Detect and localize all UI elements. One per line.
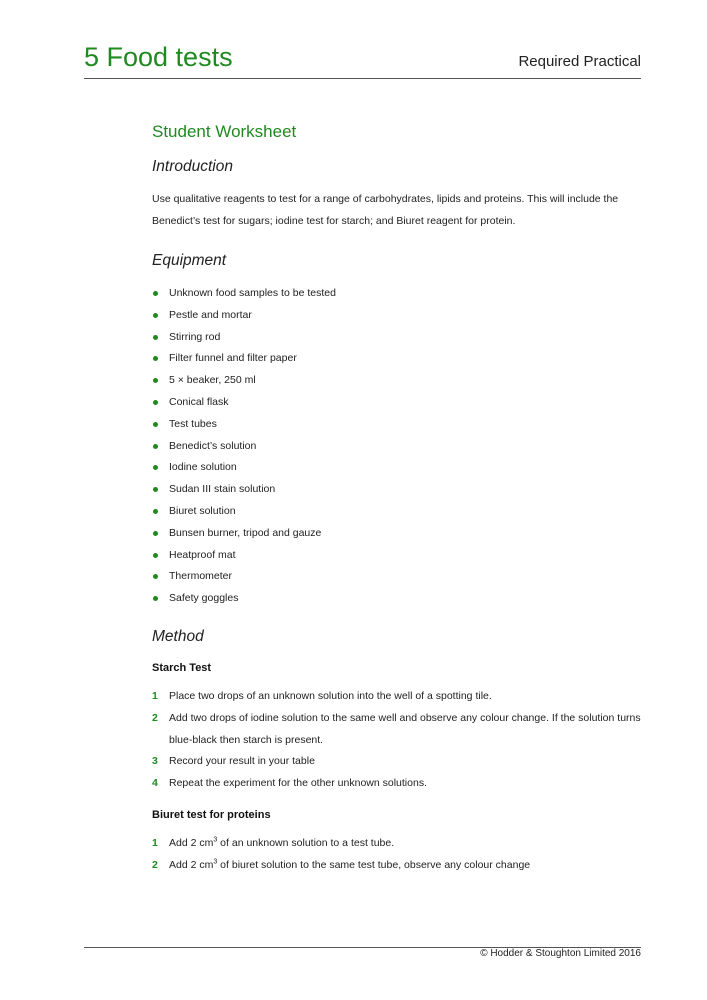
step-number: 4 (152, 777, 158, 790)
starch-test-steps (152, 686, 642, 795)
bullet-icon (153, 335, 158, 340)
document-title: 5 Food tests (84, 42, 233, 72)
step-number: 3 (152, 755, 158, 768)
step-text: Add two drops of iodine solution to the same well and observe any colour change. If the solution turns blue-black then starch is present. (169, 711, 641, 746)
method-step (152, 773, 642, 795)
step-number: 1 (152, 836, 158, 849)
bullet-icon (153, 356, 158, 361)
equipment-item (152, 392, 642, 414)
practical-label: Required Practical (518, 53, 641, 70)
step-text-start: Add 2 cm (169, 836, 214, 849)
equipment-item-label: Sudan III stain solution (169, 483, 276, 496)
introduction-text: Use qualitative reagents to test for a range of carbohydrates, lipids and proteins. This will include the Benedict’s test for sugars; iodine test for starch; and Biuret reagent for protein. (152, 193, 619, 227)
equipment-item-label: Bunsen burner, tripod and gauze (169, 526, 322, 539)
equipment-item (152, 479, 642, 501)
method-step (152, 686, 642, 708)
equipment-item-label: Conical flask (169, 395, 229, 408)
bullet-icon (153, 574, 158, 579)
bullet-icon (153, 487, 158, 492)
equipment-item (152, 348, 642, 370)
equipment-item (152, 283, 642, 305)
equipment-item (152, 545, 642, 567)
equipment-item-label: Biuret solution (169, 504, 236, 517)
bullet-icon (153, 422, 158, 427)
bullet-icon (153, 596, 158, 601)
equipment-item (152, 305, 642, 327)
equipment-item (152, 588, 642, 610)
equipment-item (152, 523, 642, 545)
method-step (152, 855, 642, 877)
equipment-heading: Equipment (152, 252, 227, 269)
bullet-icon (153, 378, 158, 383)
unit-exponent: 3 (213, 858, 218, 866)
bullet-icon (153, 444, 158, 449)
bullet-icon (153, 509, 158, 514)
equipment-item (152, 370, 642, 392)
equipment-item-label: Iodine solution (169, 461, 237, 474)
equipment-item-label: Heatproof mat (169, 548, 236, 561)
page-footer (84, 947, 641, 959)
equipment-item (152, 436, 642, 458)
step-text: Place two drops of an unknown solution into the well of a spotting tile. (169, 689, 492, 702)
method-step (152, 833, 642, 855)
equipment-item-label: 5 × beaker, 250 ml (169, 374, 256, 387)
bullet-icon (153, 465, 158, 470)
equipment-item (152, 501, 642, 523)
starch-test-heading: Starch Test (152, 661, 212, 674)
equipment-item-label: Pestle and mortar (169, 308, 252, 321)
copyright-notice: © Hodder & Stoughton Limited 2016 (480, 948, 641, 959)
bullet-icon (153, 313, 158, 318)
step-number: 2 (152, 711, 158, 724)
equipment-item (152, 566, 642, 588)
equipment-list (152, 283, 642, 610)
biuret-test-heading: Biuret test for proteins (152, 808, 271, 821)
equipment-item-label: Stirring rod (169, 330, 221, 343)
step-number: 2 (152, 858, 158, 871)
equipment-item-label: Benedict’s solution (169, 439, 257, 452)
page-header (84, 40, 641, 79)
method-step (152, 708, 642, 752)
worksheet-title: Student Worksheet (152, 122, 297, 141)
method-step (152, 751, 642, 773)
worksheet-body (152, 120, 642, 885)
step-text-start: Add 2 cm (169, 858, 214, 871)
equipment-item-label: Filter funnel and filter paper (169, 352, 297, 365)
bullet-icon (153, 553, 158, 558)
equipment-item (152, 457, 642, 479)
equipment-item-label: Test tubes (169, 417, 217, 430)
unit-exponent: 3 (213, 836, 218, 844)
bullet-icon (153, 531, 158, 536)
equipment-item-label: Thermometer (169, 570, 233, 583)
step-text: Record your result in your table (169, 755, 315, 768)
step-number: 1 (152, 689, 158, 702)
bullet-icon (153, 400, 158, 405)
introduction-heading: Introduction (152, 158, 233, 175)
equipment-item-label: Unknown food samples to be tested (169, 287, 336, 299)
step-text-end: of an unknown solution to a test tube. (217, 836, 395, 849)
equipment-item (152, 327, 642, 349)
biuret-test-steps (152, 833, 642, 877)
equipment-item-label: Safety goggles (169, 592, 239, 605)
equipment-item (152, 414, 642, 436)
step-text: Repeat the experiment for the other unknown solutions. (169, 777, 427, 790)
method-heading: Method (152, 627, 204, 645)
bullet-icon (153, 291, 158, 296)
step-text-end: of biuret solution to the same test tube, observe any colour change (217, 858, 531, 871)
